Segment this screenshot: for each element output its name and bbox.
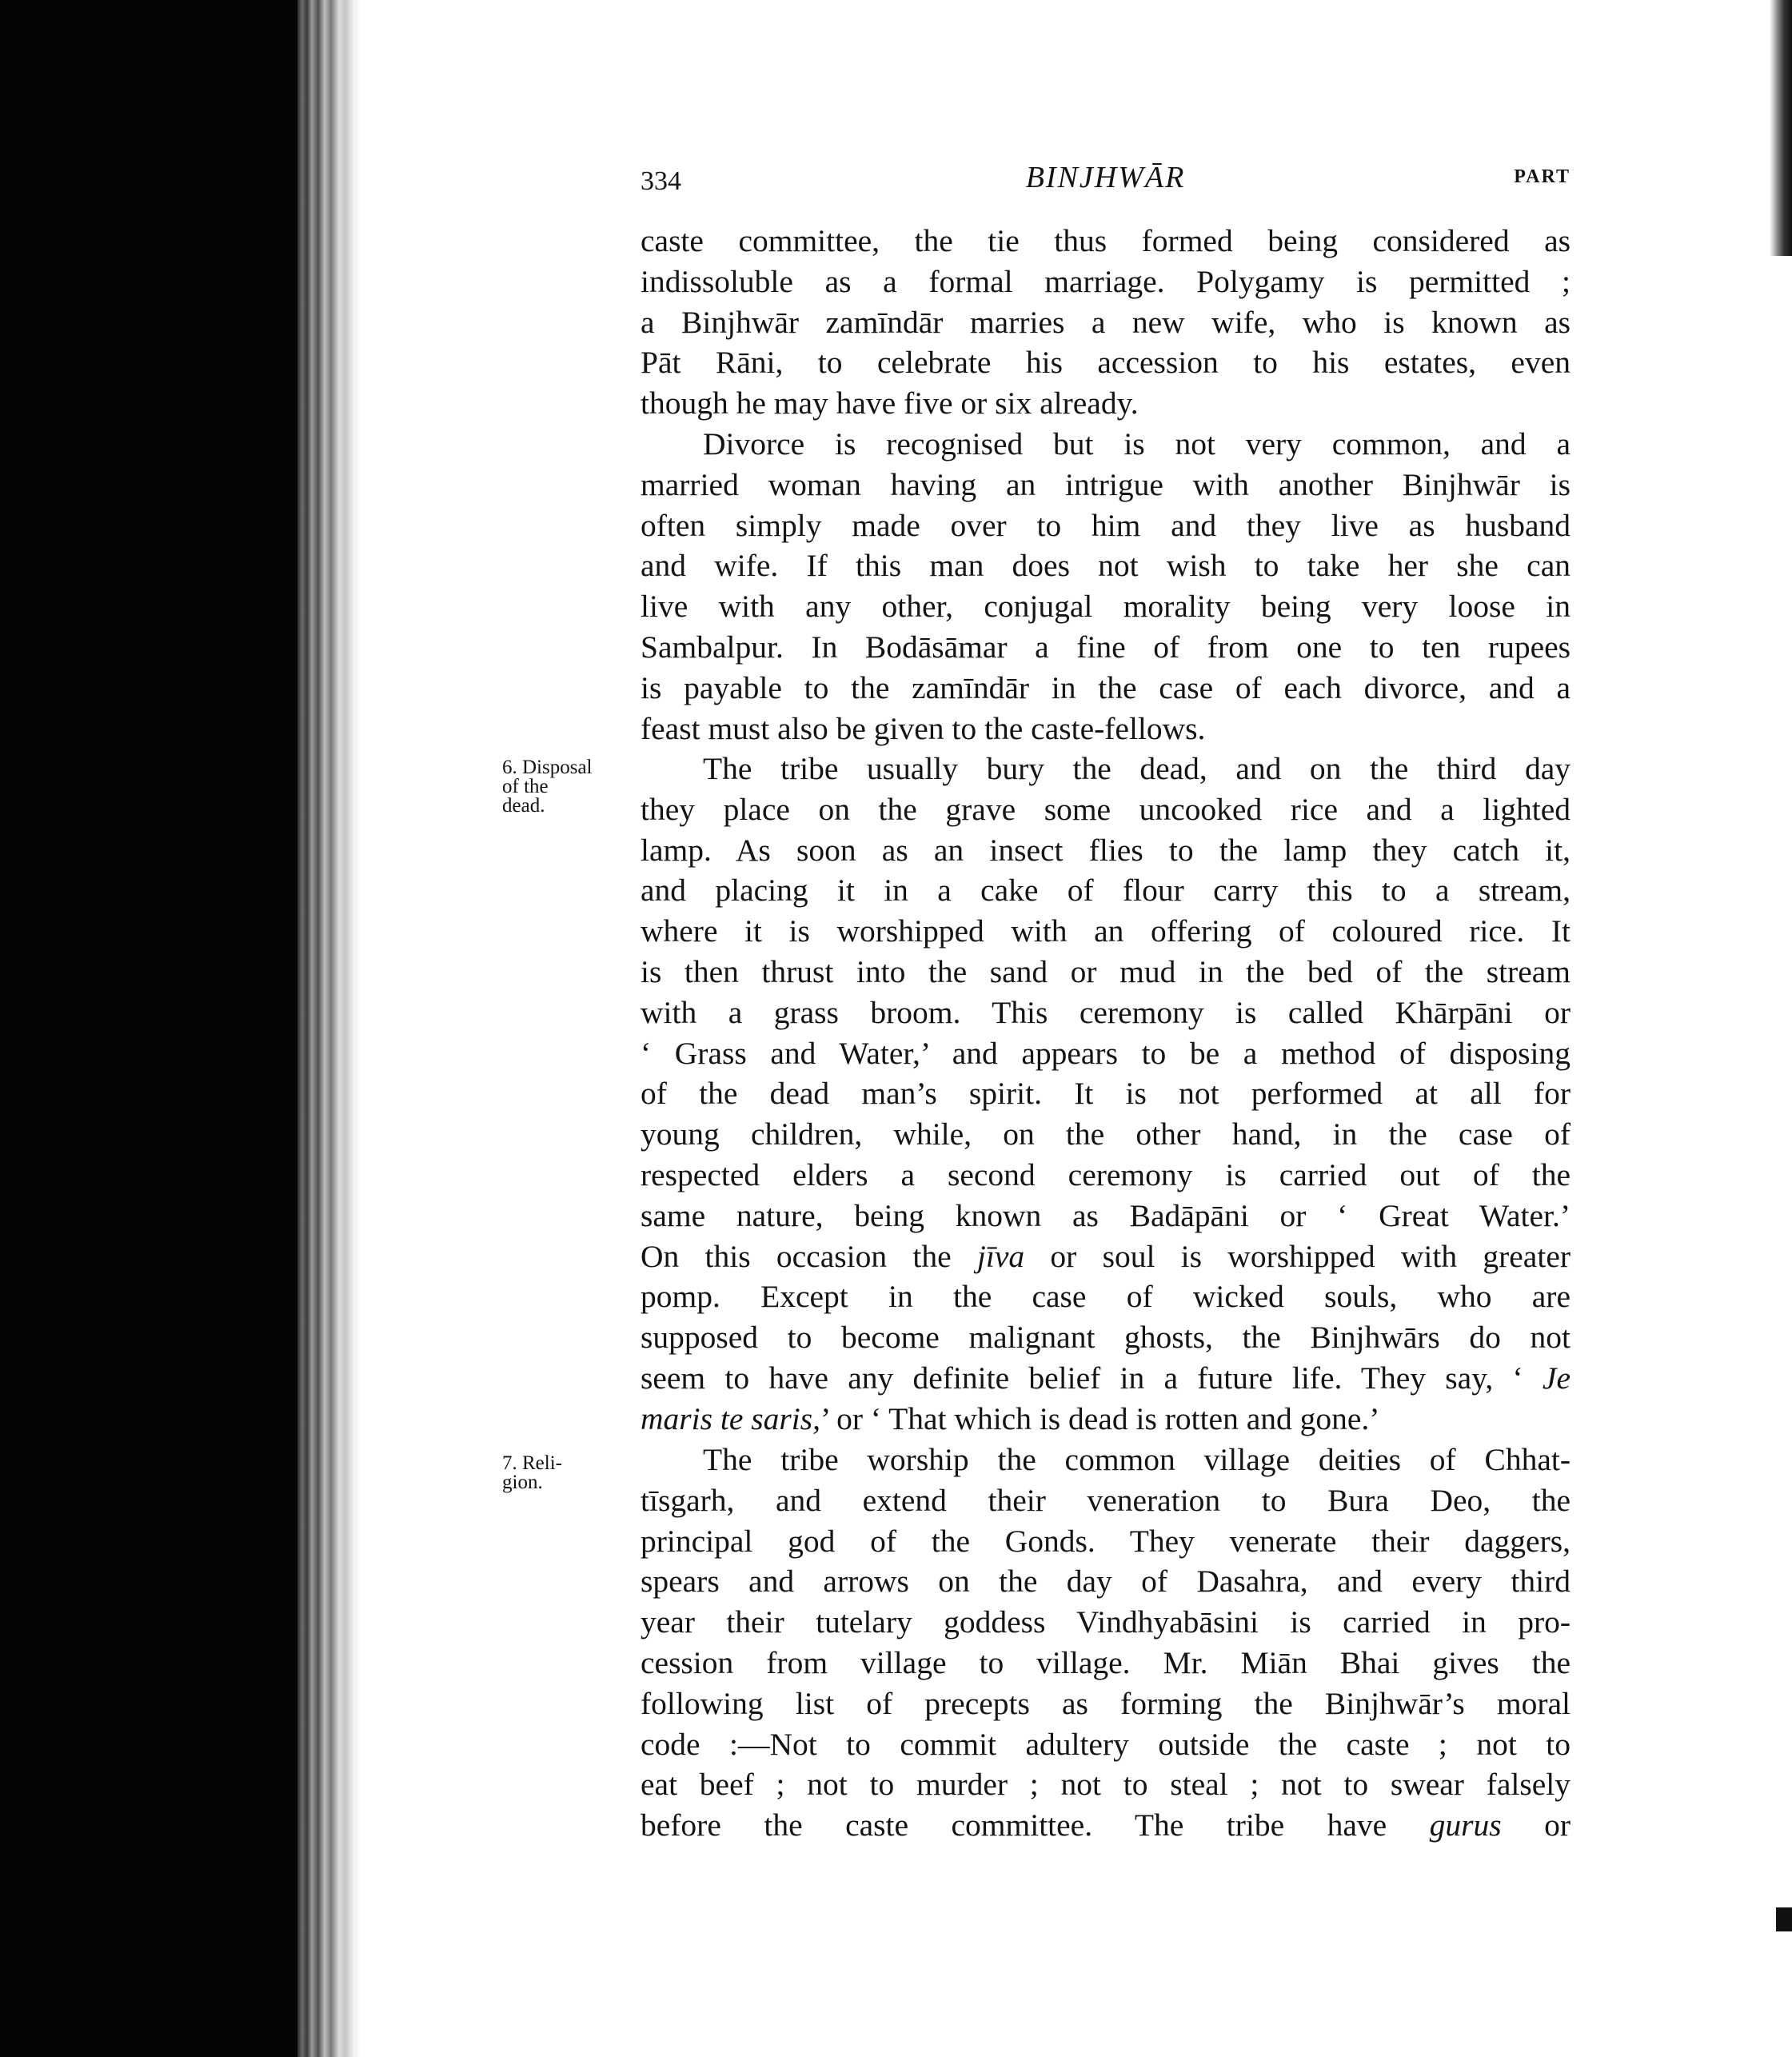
text-line: though he may have five or six already. [641,385,1139,421]
running-title: BINJHWĀR [1025,161,1186,194]
text-line: where it is worshipped with an offering of coloured rice. It [641,913,1570,949]
text-line: spears and arrows on the day of Dasahra, and every third [641,1564,1570,1600]
scan-mark [1776,1907,1792,1931]
text-line: same nature, being known as Badāpāni or ‘ Great Water.’ [641,1197,1570,1233]
text-line: eat beef ; not to murder ; not to steal ; not to swear falsely [641,1767,1570,1803]
paragraph-disposal-of-dead [641,749,1570,1440]
text-line: respected elders a second ceremony is carried out of the [641,1156,1570,1192]
text-line: and wife. If this man does not wish to take her she can [641,548,1570,584]
text-line: code :—Not to commit adultery outside the caste ; not to [641,1726,1570,1762]
text-line: On this occasion the jīva or soul is worshipped with greater [641,1238,1570,1274]
text-line: a Binjhwār zamīndār marries a new wife, who is known as [641,304,1570,340]
italic-term: jīva [976,1238,1025,1274]
text-line: is then thrust into the sand or mud in the bed of the stream [641,953,1570,989]
italic-term: maris te saris, [641,1400,820,1436]
italic-term: gurus [1429,1807,1502,1843]
text-line: following list of precepts as forming the Binjhwār’s moral [641,1685,1570,1721]
text-line: with a grass broom. This ceremony is called Khārpāni or [641,994,1570,1030]
text-line: they place on the grave some uncooked rice and a lighted [641,791,1570,827]
paragraph-divorce [641,424,1570,749]
text-line: The tribe usually bury the dead, and on the third day [703,751,1570,786]
text-line: Sambalpur. In Bodāsāmar a fine of from one to ten rupees [641,629,1570,665]
book-binding-shadow [0,0,297,2057]
part-label: PART [1514,166,1570,187]
italic-term: Je [1542,1360,1570,1396]
text-line: Divorce is recognised but is not very common, and a [703,426,1570,461]
text-line: year their tutelary goddess Vindhyabāsini is carried in pro- [641,1604,1570,1640]
text-line: is payable to the zamīndār in the case of each divorce, and a [641,669,1570,705]
text-line: indissoluble as a formal marriage. Polygamy is permitted ; [641,263,1570,299]
text-line: live with any other, conjugal morality being very loose in [641,589,1570,625]
text-line: young children, while, on the other hand, in the case of [641,1116,1570,1152]
text-line: maris te saris,’ or ‘ That which is dead is rotten and gone.’ [641,1400,1380,1436]
sidenote-religion [502,1454,606,1492]
running-head [641,157,1570,205]
text-line: Pāt Rāni, to celebrate his accession to his estates, even [641,345,1570,381]
sidenote-line: 6. Disposal [502,757,593,778]
page-edge-shadow [1770,0,1792,256]
sidenote-line: gion. [502,1472,543,1493]
text-line: lamp. As soon as an insect flies to the lamp they catch it, [641,832,1570,868]
text-line: principal god of the Gonds. They venerate their daggers, [641,1523,1570,1559]
text-line: caste committee, the tie thus formed being considered as [641,223,1570,258]
sidenote-line: 7. Reli- [502,1452,562,1474]
text-line: The tribe worship the common village deities of Chhat- [703,1442,1570,1477]
text-line: seem to have any definite belief in a future life. They say, ‘ Je [641,1360,1570,1396]
page-number: 334 [641,166,681,196]
text-line: often simply made over to him and they live as husband [641,507,1570,543]
text-line: pomp. Except in the case of wicked souls, who are [641,1279,1570,1315]
paragraph-religion [641,1440,1570,1846]
text-line: supposed to become malignant ghosts, the Binjhwārs do not [641,1320,1570,1356]
text-line: feast must also be given to the caste-fellows. [641,710,1206,746]
sidenote-disposal-of-dead [502,758,606,816]
text-line: ‘ Grass and Water,’ and appears to be a method of disposing [641,1035,1570,1071]
page-gutter [297,0,361,2057]
text-line: before the caste committee. The tribe have gurus or [641,1807,1570,1843]
paragraph-marriage [641,221,1570,424]
sidenote-line: dead. [502,795,545,817]
sidenote-line: of the [502,776,549,797]
text-line: and placing it in a cake of flour carry this to a stream, [641,873,1570,909]
text-line: cession from village to village. Mr. Miān Bhai gives the [641,1644,1570,1680]
text-line: married woman having an intrigue with another Binjhwār is [641,466,1570,502]
text-line: tīsgarh, and extend their veneration to Bura Deo, the [641,1482,1570,1518]
text-line: of the dead man’s spirit. It is not performed at all for [641,1076,1570,1112]
